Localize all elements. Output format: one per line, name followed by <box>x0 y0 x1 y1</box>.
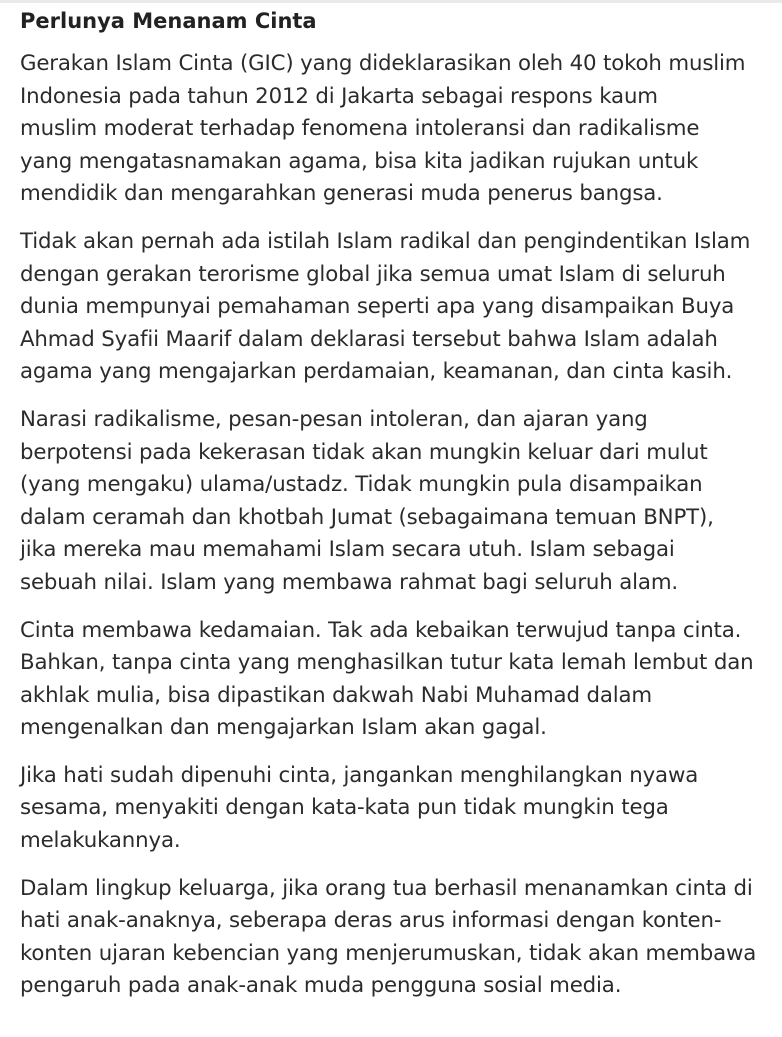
article-body <box>20 6 780 1018</box>
paragraph-1: Gerakan Islam Cinta (GIC) yang dideklarasikan oleh 40 tokoh muslim Indonesia pada tahun 2012 di Jakarta sebagai respons kaum muslim moderat terhadap fenomena intoleransi dan radikalisme yang mengatasnamakan agama, bisa kita jadikan rujukan untuk mendidik dan mengarahkan generasi muda penerus bangsa. <box>20 51 746 207</box>
top-divider <box>0 0 782 3</box>
paragraph-5: Jika hati sudah dipenuhi cinta, jangankan menghilangkan nyawa sesama, menyakiti dengan kata-kata pun tidak mungkin tega melakukannya. <box>20 762 699 854</box>
paragraph-2: Tidak akan pernah ada istilah Islam radikal dan pengindentikan Islam dengan gerakan terorisme global jika semua umat Islam di seluruh dunia mempunyai pemahaman seperti apa yang disampaikan Buya Ahmad Syafii Maarif dalam deklarasi tersebut bahwa Islam adalah agama yang mengajarkan perdamaian, keamanan, dan cinta kasih. <box>20 228 751 385</box>
paragraph-4: Cinta membawa kedamaian. Tak ada kebaikan terwujud tanpa cinta. Bahkan, tanpa cinta yang menghasilkan tutur kata lemah lembut dan akhlak mulia, bisa dipastikan dakwah Nabi Muhamad dalam mengenalkan dan mengajarkan Islam akan gagal. <box>20 617 754 741</box>
article-title: Perlunya Menanam Cinta <box>20 9 317 33</box>
paragraph-6: Dalam lingkup keluarga, jika orang tua berhasil menanamkan cinta di hati anak-anaknya, seberapa deras arus informasi dengan konten- konten ujaran kebencian yang menjerumuskan, tidak akan membawa pengaruh pada anak-anak muda pengguna sosial media. <box>20 875 757 999</box>
paragraph-3: Narasi radikalisme, pesan-pesan intoleran, dan ajaran yang berpotensi pada kekerasan tidak akan mungkin keluar dari mulut (yang mengaku) ulama/ustadz. Tidak mungkin pula disampaikan dalam ceramah dan khotbah Jumat (sebagaimana temuan BNPT), jika mereka mau memahami Islam secara utuh. Islam sebagai sebuah nilai. Islam yang membawa rahmat bagi seluruh alam. <box>20 406 714 595</box>
